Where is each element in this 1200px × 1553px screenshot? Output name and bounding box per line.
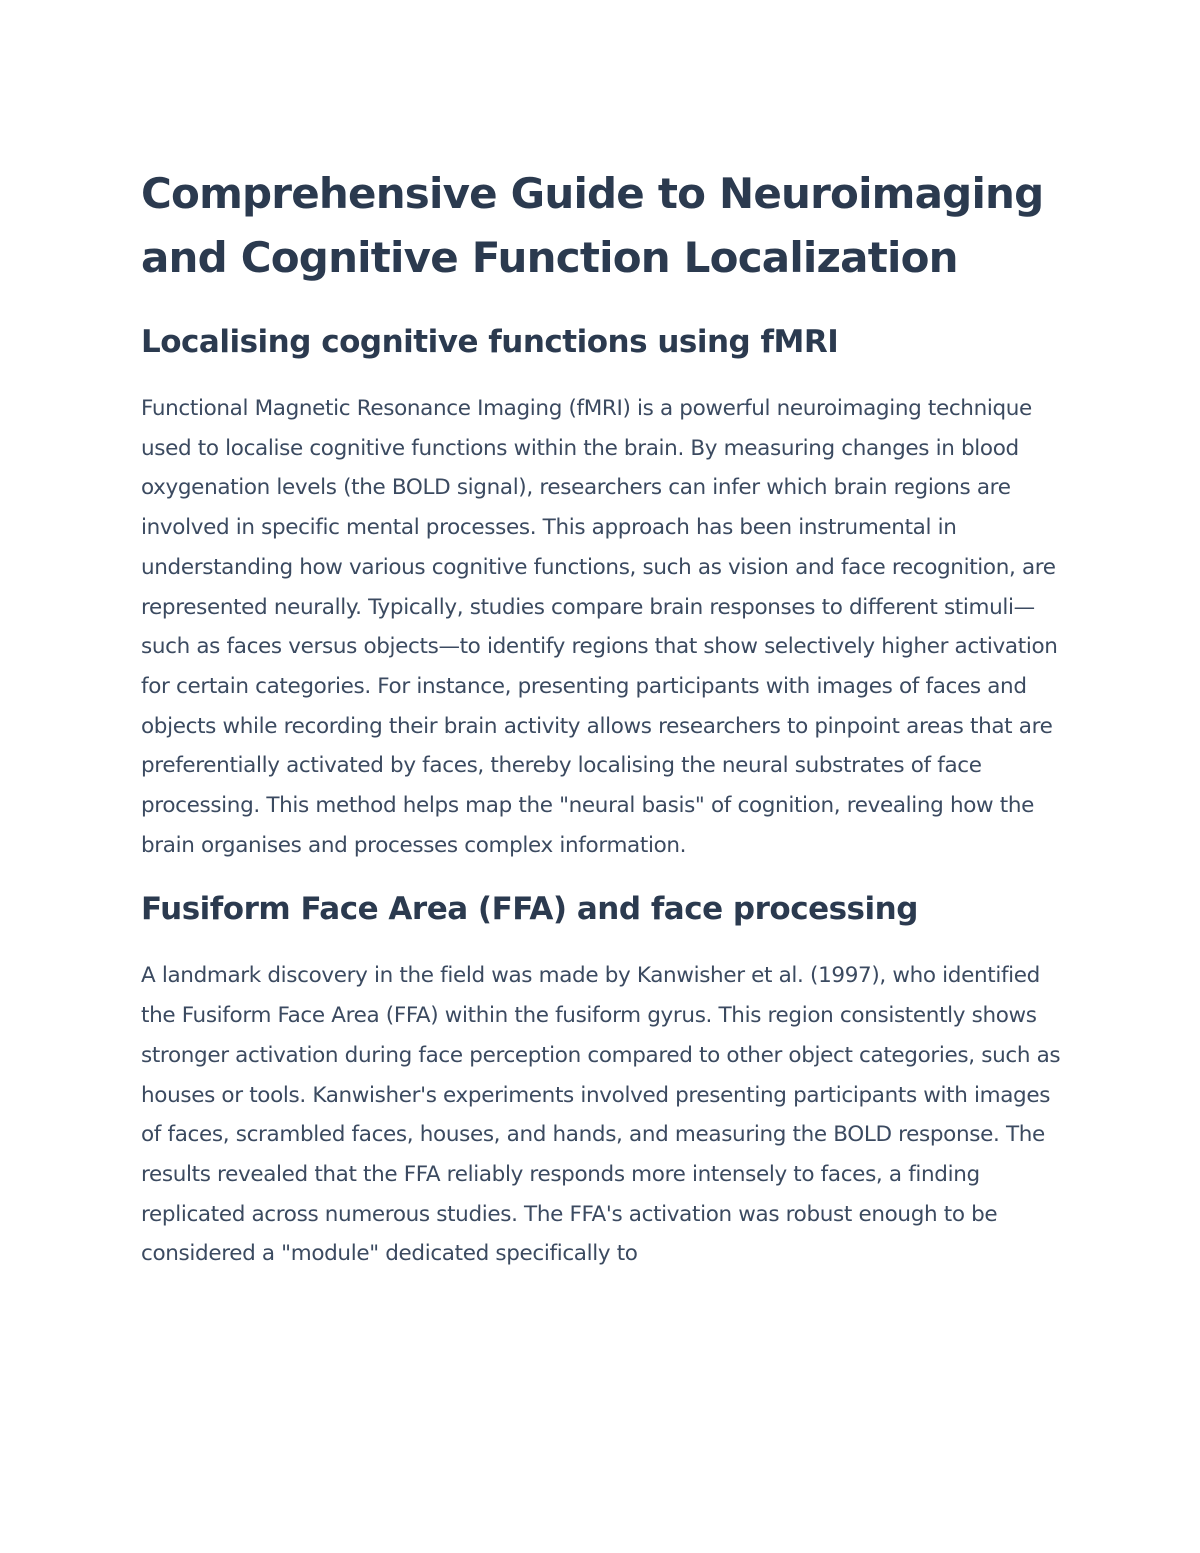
section-heading-ffa: Fusiform Face Area (FFA) and face processing: [141, 891, 918, 928]
document-page: [141, 162, 1061, 1274]
section-body-ffa: A landmark discovery in the field was made by Kanwisher et al. (1997), who identified the Fusiform Face Area (FFA) within the fusiform gyrus. This region consistently shows stronger activation during face perception compared to other object categories, such as houses or tools. Kanwisher's experiments involved presenting participants with images of faces, scrambled faces, houses, and hands, and measuring the BOLD response. The results revealed that the FFA reliably responds more intensely to faces, a finding replicated across numerous studies. The FFA's activation was robust enough to be considered a "module" dedicated specifically to: [141, 963, 1061, 1267]
section-body-fmri: Functional Magnetic Resonance Imaging (fMRI) is a powerful neuroimaging technique used to localise cognitive functions within the brain. By measuring changes in blood oxygenation levels (the BOLD signal), researchers can infer which brain regions are involved in specific mental processes. This approach has been instrumental in understanding how various cognitive functions, such as vision and face recognition, are represented neurally. Typically, studies compare brain responses to different stimuli—such as faces versus objects—to identify regions that show selectively higher activation for certain categories. For instance, presenting participants with images of faces and objects while recording their brain activity allows researchers to pinpoint areas that are preferentially activated by faces, thereby localising the neural substrates of face processing. This method helps map the "neural basis" of cognition, revealing how the brain organises and processes complex information.: [141, 396, 1058, 858]
section-heading-fmri: Localising cognitive functions using fMRI: [141, 324, 839, 360]
document-title: Comprehensive Guide to Neuroimaging and Cognitive Function Localization: [141, 169, 1044, 282]
